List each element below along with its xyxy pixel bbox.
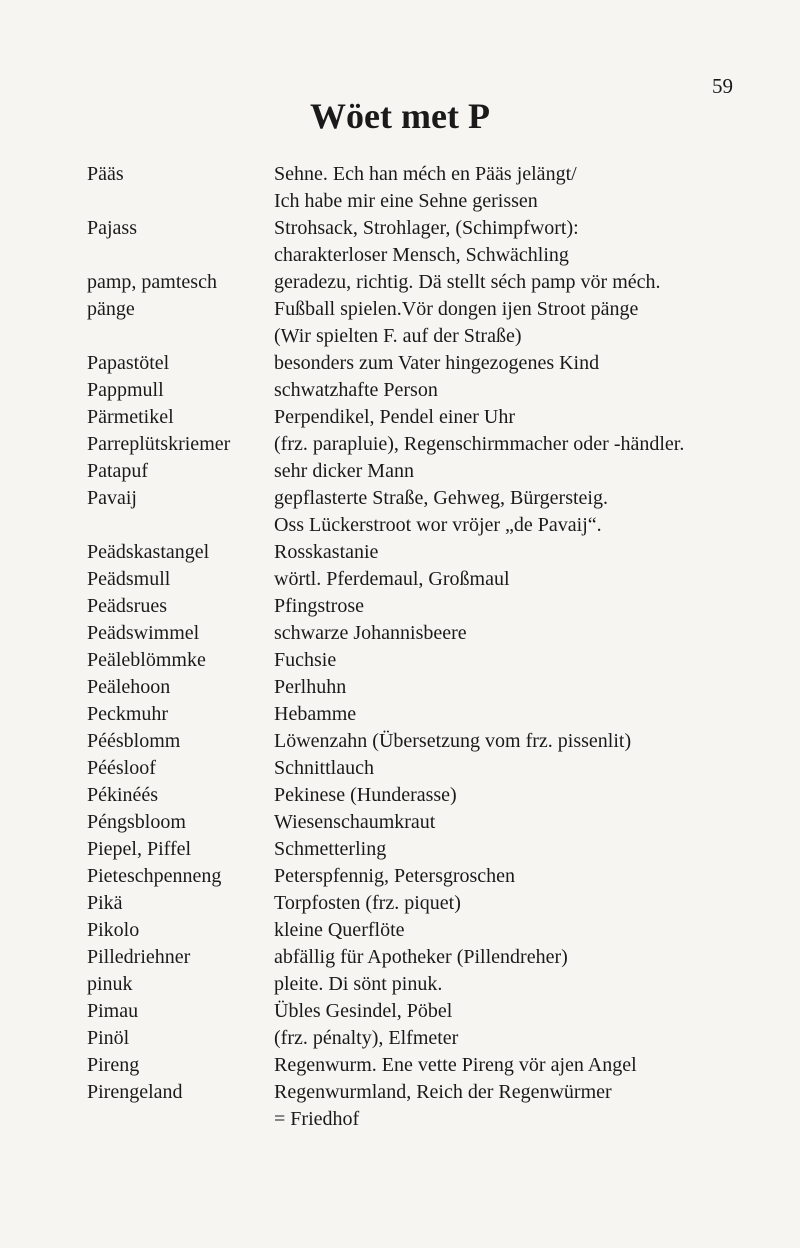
- definition-line: Ich habe mir eine Sehne gerissen: [274, 190, 538, 212]
- entry-definition: [274, 971, 787, 998]
- entry-definition: [274, 1025, 787, 1052]
- glossary-entry: [87, 809, 787, 836]
- glossary-entry: [87, 836, 787, 863]
- glossary-entry: [87, 1025, 787, 1052]
- glossary-entry: [87, 728, 787, 755]
- page-title: Wöet met P: [310, 96, 490, 136]
- entry-term: Pilledriehner: [87, 946, 191, 968]
- definition-line: schwatzhafte Person: [274, 379, 438, 401]
- glossary-entry: [87, 917, 787, 944]
- entry-definition: [274, 404, 787, 431]
- entry-term: Pikolo: [87, 919, 140, 941]
- entry-definition: [274, 1052, 787, 1079]
- entry-definition: [274, 458, 787, 485]
- entry-definition: [274, 998, 787, 1025]
- entry-term: Pavaij: [87, 487, 137, 509]
- definition-line: Torpfosten (frz. piquet): [274, 892, 461, 914]
- definition-line: Pfingstrose: [274, 595, 364, 617]
- glossary-entry: [87, 701, 787, 728]
- definition-line: schwarze Johannisbeere: [274, 622, 467, 644]
- definition-line: Regenwurmland, Reich der Regenwürmer: [274, 1081, 612, 1103]
- glossary-entry: [87, 593, 787, 620]
- glossary-entry: [87, 296, 787, 350]
- glossary-entry: [87, 674, 787, 701]
- definition-line: Pekinese (Hunderasse): [274, 784, 457, 806]
- definition-line: Strohsack, Strohlager, (Schimpfwort):: [274, 217, 579, 239]
- entry-definition: [274, 215, 787, 269]
- entry-term: Pikä: [87, 892, 123, 914]
- entry-term: Pimau: [87, 1000, 139, 1022]
- entry-term: Patapuf: [87, 460, 149, 482]
- entry-term: Peckmuhr: [87, 703, 169, 725]
- entry-definition: [274, 917, 787, 944]
- glossary-entry: [87, 971, 787, 998]
- glossary-entry: [87, 161, 787, 215]
- entry-term: Pinöl: [87, 1027, 130, 1049]
- entry-term: Péésblomm: [87, 730, 181, 752]
- glossary-entry: [87, 782, 787, 809]
- entry-definition: [274, 620, 787, 647]
- entry-term: Pappmull: [87, 379, 164, 401]
- definition-line: Rosskastanie: [274, 541, 379, 563]
- glossary-entry: [87, 215, 787, 269]
- entry-term: pinuk: [87, 973, 133, 995]
- definition-line: sehr dicker Mann: [274, 460, 414, 482]
- glossary-entry: [87, 350, 787, 377]
- entry-term: Péngsbloom: [87, 811, 186, 833]
- entry-term: Péésloof: [87, 757, 156, 779]
- entry-definition: [274, 350, 787, 377]
- definition-line: = Friedhof: [274, 1108, 360, 1130]
- entry-definition: [274, 1079, 787, 1133]
- entry-term: Pékinéés: [87, 784, 159, 806]
- glossary-entry: [87, 998, 787, 1025]
- entry-definition: [274, 728, 787, 755]
- entry-term: Peädsmull: [87, 568, 171, 590]
- entry-term: Pärmetikel: [87, 406, 174, 428]
- entry-definition: [274, 944, 787, 971]
- entry-definition: [274, 485, 787, 539]
- entry-definition: [274, 431, 787, 458]
- definition-line: (Wir spielten F. auf der Straße): [274, 325, 522, 347]
- entry-definition: [274, 890, 787, 917]
- entry-term: Peäleblömmke: [87, 649, 206, 671]
- glossary-entry: [87, 620, 787, 647]
- entry-term: Peädswimmel: [87, 622, 200, 644]
- glossary-entry: [87, 863, 787, 890]
- definition-line: Sehne. Ech han méch en Pääs jelängt/: [274, 163, 577, 185]
- entry-definition: [274, 377, 787, 404]
- glossary-entry: [87, 1052, 787, 1079]
- entry-term: Peälehoon: [87, 676, 171, 698]
- glossary-list: [87, 161, 787, 1133]
- glossary-entry: [87, 458, 787, 485]
- entry-term: Peädskastangel: [87, 541, 210, 563]
- definition-line: (frz. parapluie), Regenschirmmacher oder -händler.: [274, 433, 685, 455]
- glossary-entry: [87, 377, 787, 404]
- definition-line: Schmetterling: [274, 838, 387, 860]
- definition-line: Schnittlauch: [274, 757, 374, 779]
- entry-term: Parreplütskriemer: [87, 433, 231, 455]
- entry-term: Pieteschpenneng: [87, 865, 222, 887]
- definition-line: Oss Lückerstroot wor vröjer „de Pavaij“.: [274, 514, 602, 536]
- page-number: 59: [712, 74, 733, 98]
- glossary-entry: [87, 566, 787, 593]
- definition-line: besonders zum Vater hingezogenes Kind: [274, 352, 600, 374]
- definition-line: (frz. pénalty), Elfmeter: [274, 1027, 459, 1049]
- entry-definition: [274, 566, 787, 593]
- entry-term: Pajass: [87, 217, 137, 239]
- definition-line: Löwenzahn (Übersetzung vom frz. pissenlit): [274, 730, 632, 752]
- entry-definition: [274, 161, 787, 215]
- entry-term: Pireng: [87, 1054, 140, 1076]
- glossary-entry: [87, 1079, 787, 1133]
- definition-line: Hebamme: [274, 703, 357, 725]
- entry-term: Papastötel: [87, 352, 170, 374]
- glossary-entry: [87, 269, 787, 296]
- definition-line: abfällig für Apotheker (Pillendreher): [274, 946, 568, 968]
- entry-term: Peädsrues: [87, 595, 167, 617]
- entry-definition: [274, 593, 787, 620]
- entry-definition: [274, 539, 787, 566]
- entry-term: pänge: [87, 298, 135, 320]
- entry-definition: [274, 782, 787, 809]
- entry-term: Pirengeland: [87, 1081, 183, 1103]
- entry-definition: [274, 674, 787, 701]
- definition-line: charakterloser Mensch, Schwächling: [274, 244, 569, 266]
- entry-definition: [274, 269, 787, 296]
- definition-line: Perpendikel, Pendel einer Uhr: [274, 406, 516, 428]
- glossary-entry: [87, 431, 787, 458]
- glossary-entry: [87, 647, 787, 674]
- glossary-entry: [87, 755, 787, 782]
- glossary-entry: [87, 404, 787, 431]
- glossary-entry: [87, 485, 787, 539]
- entry-definition: [274, 755, 787, 782]
- entry-definition: [274, 809, 787, 836]
- definition-line: Wiesenschaumkraut: [274, 811, 436, 833]
- entry-definition: [274, 836, 787, 863]
- definition-line: Fuchsie: [274, 649, 337, 671]
- glossary-entry: [87, 890, 787, 917]
- entry-definition: [274, 296, 787, 350]
- definition-line: Perlhuhn: [274, 676, 347, 698]
- definition-line: Peterspfennig, Petersgroschen: [274, 865, 516, 887]
- entry-term: pamp, pamtesch: [87, 271, 217, 293]
- entry-term: Pääs: [87, 163, 124, 185]
- definition-line: pleite. Di sönt pinuk.: [274, 973, 443, 995]
- entry-definition: [274, 701, 787, 728]
- glossary-entry: [87, 539, 787, 566]
- entry-definition: [274, 863, 787, 890]
- definition-line: gepflasterte Straße, Gehweg, Bürgersteig.: [274, 487, 608, 509]
- entry-term: Piepel, Piffel: [87, 838, 192, 860]
- definition-line: geradezu, richtig. Dä stellt séch pamp vör méch.: [274, 271, 661, 293]
- definition-line: kleine Querflöte: [274, 919, 405, 941]
- glossary-entry: [87, 944, 787, 971]
- definition-line: Fußball spielen.Vör dongen ijen Stroot pänge: [274, 298, 639, 320]
- definition-line: Regenwurm. Ene vette Pireng vör ajen Angel: [274, 1054, 637, 1076]
- definition-line: Übles Gesindel, Pöbel: [274, 1000, 453, 1022]
- definition-line: wörtl. Pferdemaul, Großmaul: [274, 568, 510, 590]
- entry-definition: [274, 647, 787, 674]
